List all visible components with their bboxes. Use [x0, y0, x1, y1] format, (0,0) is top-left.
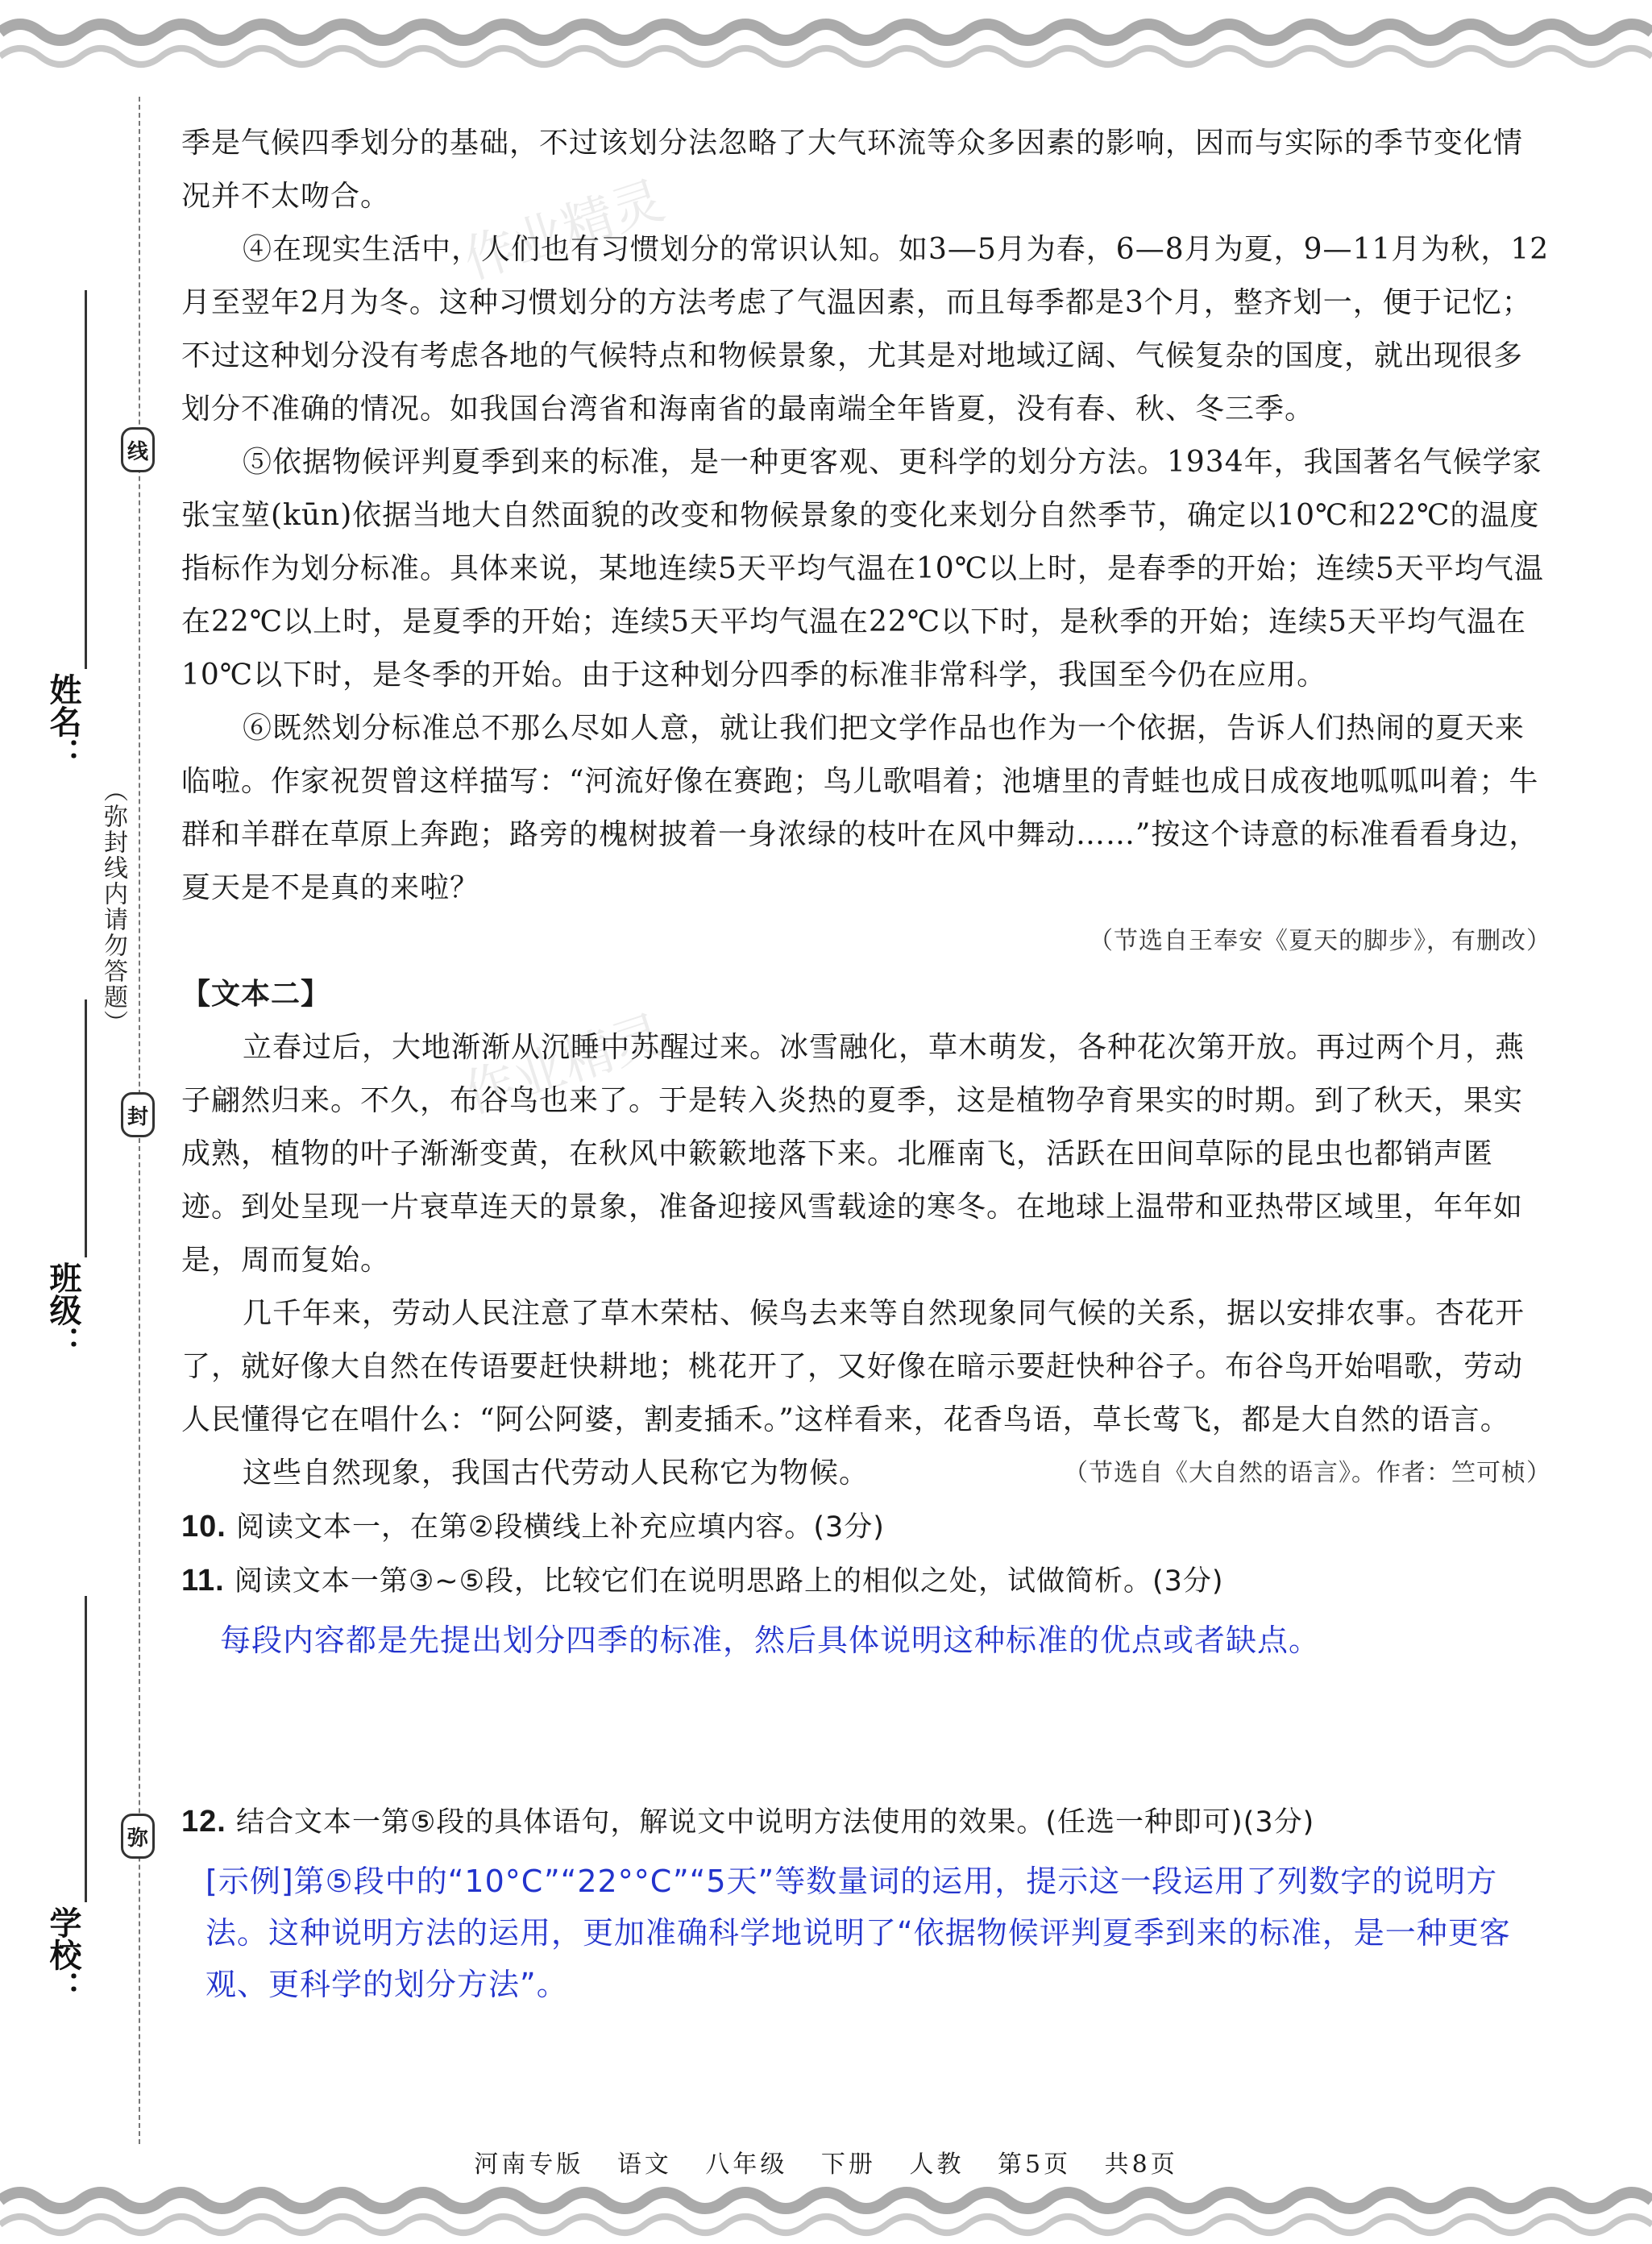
text1-source: （节选自王奉安《夏天的脚步》，有删改）	[1089, 927, 1551, 955]
text1-continuation: 季是气候四季划分的基础，不过该划分法忽略了大气环流等众多因素的影响，因而与实际的季节变化情况并不太吻合。	[181, 127, 1524, 213]
question-number: 11.	[181, 1564, 225, 1598]
name-field-line[interactable]	[85, 290, 87, 669]
question-12	[181, 1795, 1551, 1849]
footer-subject: 语文	[616, 2150, 672, 2179]
page-content	[181, 117, 1551, 2010]
watermark: 作业精灵	[456, 1004, 672, 1126]
question-text: 阅读文本一第③~⑤段，比较它们在说明思路上的相似之处，试做简析。(3分)	[234, 1565, 1224, 1598]
text2-paragraph-3-text: 这些自然现象，我国古代劳动人民称它为物候。	[243, 1457, 870, 1490]
footer-edition: 河南专版	[474, 2150, 584, 2179]
text1-paragraph-4: ④在现实生活中，人们也有习惯划分的常识认知。如3—5月为春，6—8月为夏，9—11月为秋，12月至翌年2月为冬。这种习惯划分的方法考虑了气温因素，而且每季都是3个月，整齐划一，便于记忆；不过这种划分没有考虑各地的气候特点和物候景象，尤其是对地域辽阔、气候复杂的国度，就出现很多划分不准确的情况。如我国台湾省和海南省的最南端全年皆夏，没有春、秋、冬三季。	[181, 233, 1550, 426]
question-number: 12.	[181, 1805, 226, 1839]
page-footer	[0, 2144, 1652, 2180]
text2-paragraph-1: 立春过后，大地渐渐从沉睡中苏醒过来。冰雪融化，草木萌发，各种花次第开放。再过两个月，燕子翩然归来。不久，布谷鸟也来了。于是转入炎热的夏季，这是植物孕育果实的时期。到了秋天，果实成熟，植物的叶子渐渐变黄，在秋风中簌簌地落下来。北雁南飞，活跃在田间草际的昆虫也都销声匿迹。到处呈现一片衰草连天的景象，准备迎接风雪载途的寒冬。在地球上温带和亚热带区域里，年年如是，周而复始。	[181, 1031, 1525, 1277]
text1-paragraph-6: ⑥既然划分标准总不那么尽如人意，就让我们把文学作品也作为一个依据，告诉人们热闹的夏天来临啦。作家祝贺曾这样描写：“河流好像在赛跑；鸟儿歌唱着；池塘里的青蛙也成日成夜地呱呱叫着；牛群和羊群在草原上奔跑；路旁的槐树披着一身浓绿的枝叶在风中舞动……”按这个诗意的标准看看身边，夏天是不是真的来啦？	[181, 712, 1539, 904]
text2-paragraph-3	[181, 1447, 1551, 1500]
bottom-wave-border	[0, 2168, 1652, 2244]
watermark: 作业精灵	[456, 170, 672, 292]
seal-notice: （弥封线内请勿答题）	[99, 778, 127, 1036]
footer-total-pages: 共8页	[1104, 2150, 1178, 2179]
class-label: 班级：	[44, 1261, 81, 1358]
seal-feng-marker: 封	[121, 1092, 155, 1137]
question-number: 10.	[181, 1510, 226, 1544]
school-label: 学校：	[44, 1906, 81, 2003]
text1-paragraph-5: ⑤依据物候评判夏季到来的标准，是一种更客观、更科学的划分方法。1934年，我国著名气候学家张宝堃(kūn)依据当地大自然面貌的改变和物候景象的变化来划分自然季节，确定以10℃和22℃的温度指标作为划分标准。具体来说，某地连续5天平均气温在10℃以上时，是春季的开始；连续5天平均气温在22℃以上时，是夏季的开始；连续5天平均气温在22℃以下时，是秋季的开始；连续5天平均气温在10℃以下时，是冬季的开始。由于这种划分四季的标准非常科学，我国至今仍在应用。	[181, 446, 1544, 692]
school-field-line[interactable]	[85, 1596, 87, 1902]
footer-volume: 下册	[820, 2150, 876, 2179]
footer-publisher: 人教	[909, 2150, 965, 2179]
seal-mi-marker: 弥	[121, 1814, 155, 1859]
footer-page-number: 第5页	[998, 2150, 1072, 2179]
text2-source: （节选自《大自然的语言》。作者：竺可桢）	[1064, 1459, 1551, 1487]
question-text: 结合文本一第⑤段的具体语句，解说文中说明方法使用的效果。(任选一种即可)(3分)	[235, 1806, 1315, 1839]
question-11	[181, 1554, 1551, 1608]
name-label: 姓名：	[44, 673, 81, 770]
text2-paragraph-2: 几千年来，劳动人民注意了草木荣枯、候鸟去来等自然现象同气候的关系，据以安排农事。杏花开了，就好像大自然在传语要赶快耕地；桃花开了，又好像在暗示要赶快种谷子。布谷鸟开始唱歌，劳动人民懂得它在唱什么：“阿公阿婆，割麦插禾。”这样看来，花香鸟语，草长莺飞，都是大自然的语言。	[181, 1297, 1525, 1436]
footer-grade: 八年级	[705, 2150, 788, 2179]
answer-12: [示例]第⑤段中的“10°C”“22°°C”“5天”等数量词的运用，提示这一段运用了列数字的说明方法。这种说明方法的运用，更加准确科学地说明了“依据物候评判夏季到来的标准，是一种更客观、更科学的划分方法”。	[205, 1864, 1511, 2002]
binding-margin	[0, 0, 153, 2244]
answer-11: 每段内容都是先提出划分四季的标准，然后具体说明这种标准的优点或者缺点。	[220, 1623, 1321, 1658]
question-10	[181, 1500, 1551, 1554]
class-field-line[interactable]	[85, 999, 87, 1257]
seal-line-marker: 线	[121, 427, 155, 472]
answer-space	[181, 1666, 1551, 1795]
top-wave-border	[0, 0, 1652, 89]
question-text: 阅读文本一，在第②段横线上补充应填内容。(3分)	[235, 1511, 885, 1544]
text2-heading: 【文本二】	[181, 978, 331, 1011]
